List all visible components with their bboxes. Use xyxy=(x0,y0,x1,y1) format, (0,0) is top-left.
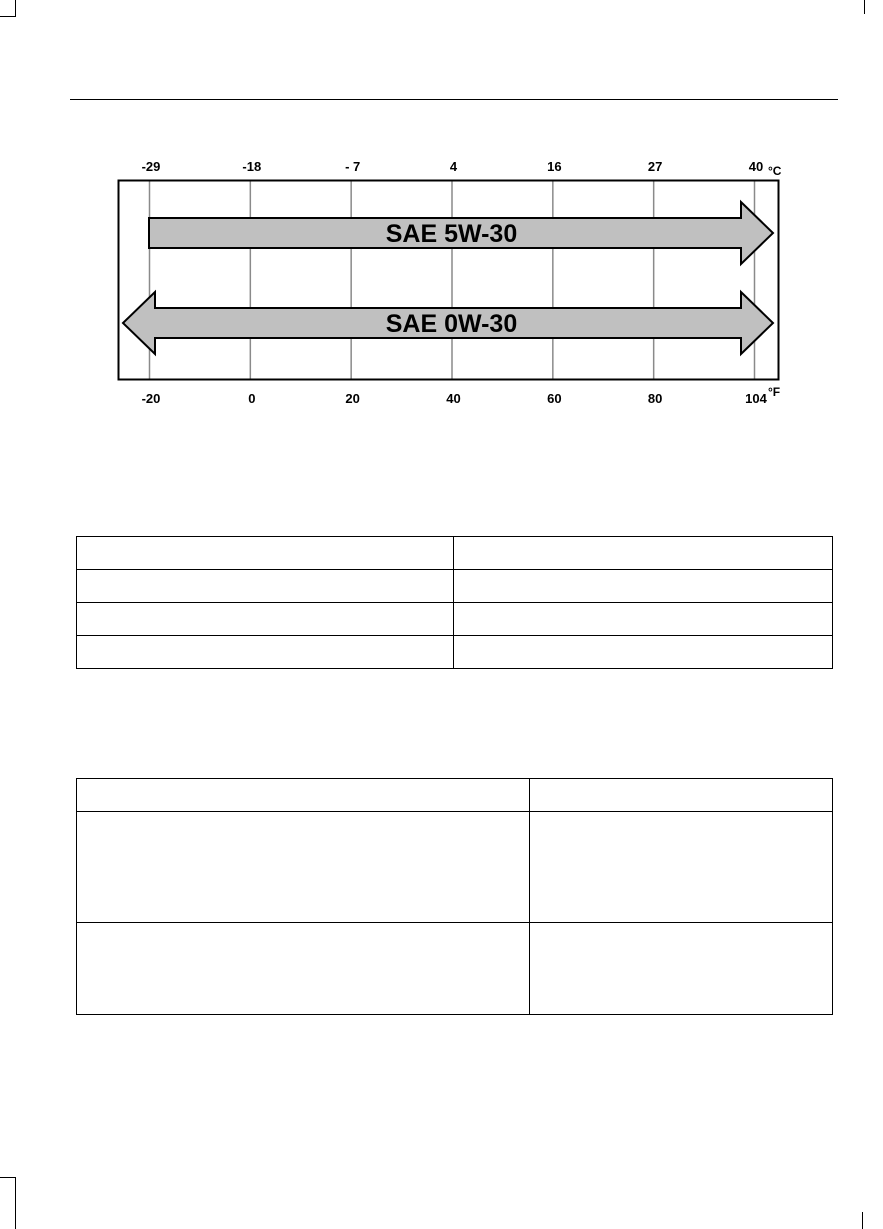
table-1 xyxy=(76,536,833,669)
fahrenheit-tick-label: 60 xyxy=(547,391,562,406)
fahrenheit-unit-label: °F xyxy=(768,385,781,399)
table-cell xyxy=(454,636,833,669)
celsius-tick-label: -29 xyxy=(141,159,161,174)
fahrenheit-tick-label: 80 xyxy=(647,391,663,406)
fahrenheit-tick-label: 40 xyxy=(446,391,461,406)
table-row xyxy=(77,537,833,570)
table-row xyxy=(77,812,833,923)
axis-labels xyxy=(142,159,782,406)
table-2 xyxy=(76,778,833,1015)
celsius-tick-label: 4 xyxy=(449,159,458,174)
table-cell xyxy=(454,537,833,570)
table-row xyxy=(77,636,833,669)
table-row xyxy=(77,923,833,1015)
table-cell xyxy=(77,636,454,669)
fahrenheit-tick-label: -20 xyxy=(141,391,161,406)
table-cell xyxy=(530,812,833,923)
celsius-tick-label: 16 xyxy=(547,159,562,174)
fahrenheit-tick-label: 0 xyxy=(248,391,256,406)
table-cell xyxy=(77,812,530,923)
table-cell xyxy=(454,603,833,636)
fahrenheit-tick-label: 104 xyxy=(745,391,767,406)
table-cell xyxy=(530,779,833,812)
viscosity-temperature-chart xyxy=(0,0,883,440)
table-cell xyxy=(77,570,454,603)
celsius-tick-label: -18 xyxy=(242,159,262,174)
table-row xyxy=(77,570,833,603)
fahrenheit-tick-label: 20 xyxy=(345,391,360,406)
chart-frame xyxy=(119,181,779,380)
viscosity-grade-label: SAE 0W-30 xyxy=(385,310,518,338)
table-cell xyxy=(530,923,833,1015)
table-row xyxy=(77,603,833,636)
crop-mark-bottom-left-horizontal xyxy=(0,1177,16,1178)
table-cell xyxy=(77,923,530,1015)
crop-mark-bottom-right xyxy=(862,1212,863,1229)
table-cell xyxy=(77,603,454,636)
table-cell xyxy=(454,570,833,603)
celsius-tick-label: 27 xyxy=(647,159,663,174)
celsius-tick-label: 40 xyxy=(748,159,764,174)
table-row xyxy=(77,779,833,812)
table-cell xyxy=(77,537,454,570)
celsius-tick-label: - 7 xyxy=(345,159,361,174)
viscosity-grade-label: SAE 5W-30 xyxy=(385,220,518,248)
table-cell xyxy=(77,779,530,812)
crop-mark-bottom-left-vertical xyxy=(15,1177,16,1229)
viscosity-arrows xyxy=(123,202,773,354)
grid-lines xyxy=(150,181,755,379)
celsius-unit-label: °C xyxy=(768,164,782,178)
